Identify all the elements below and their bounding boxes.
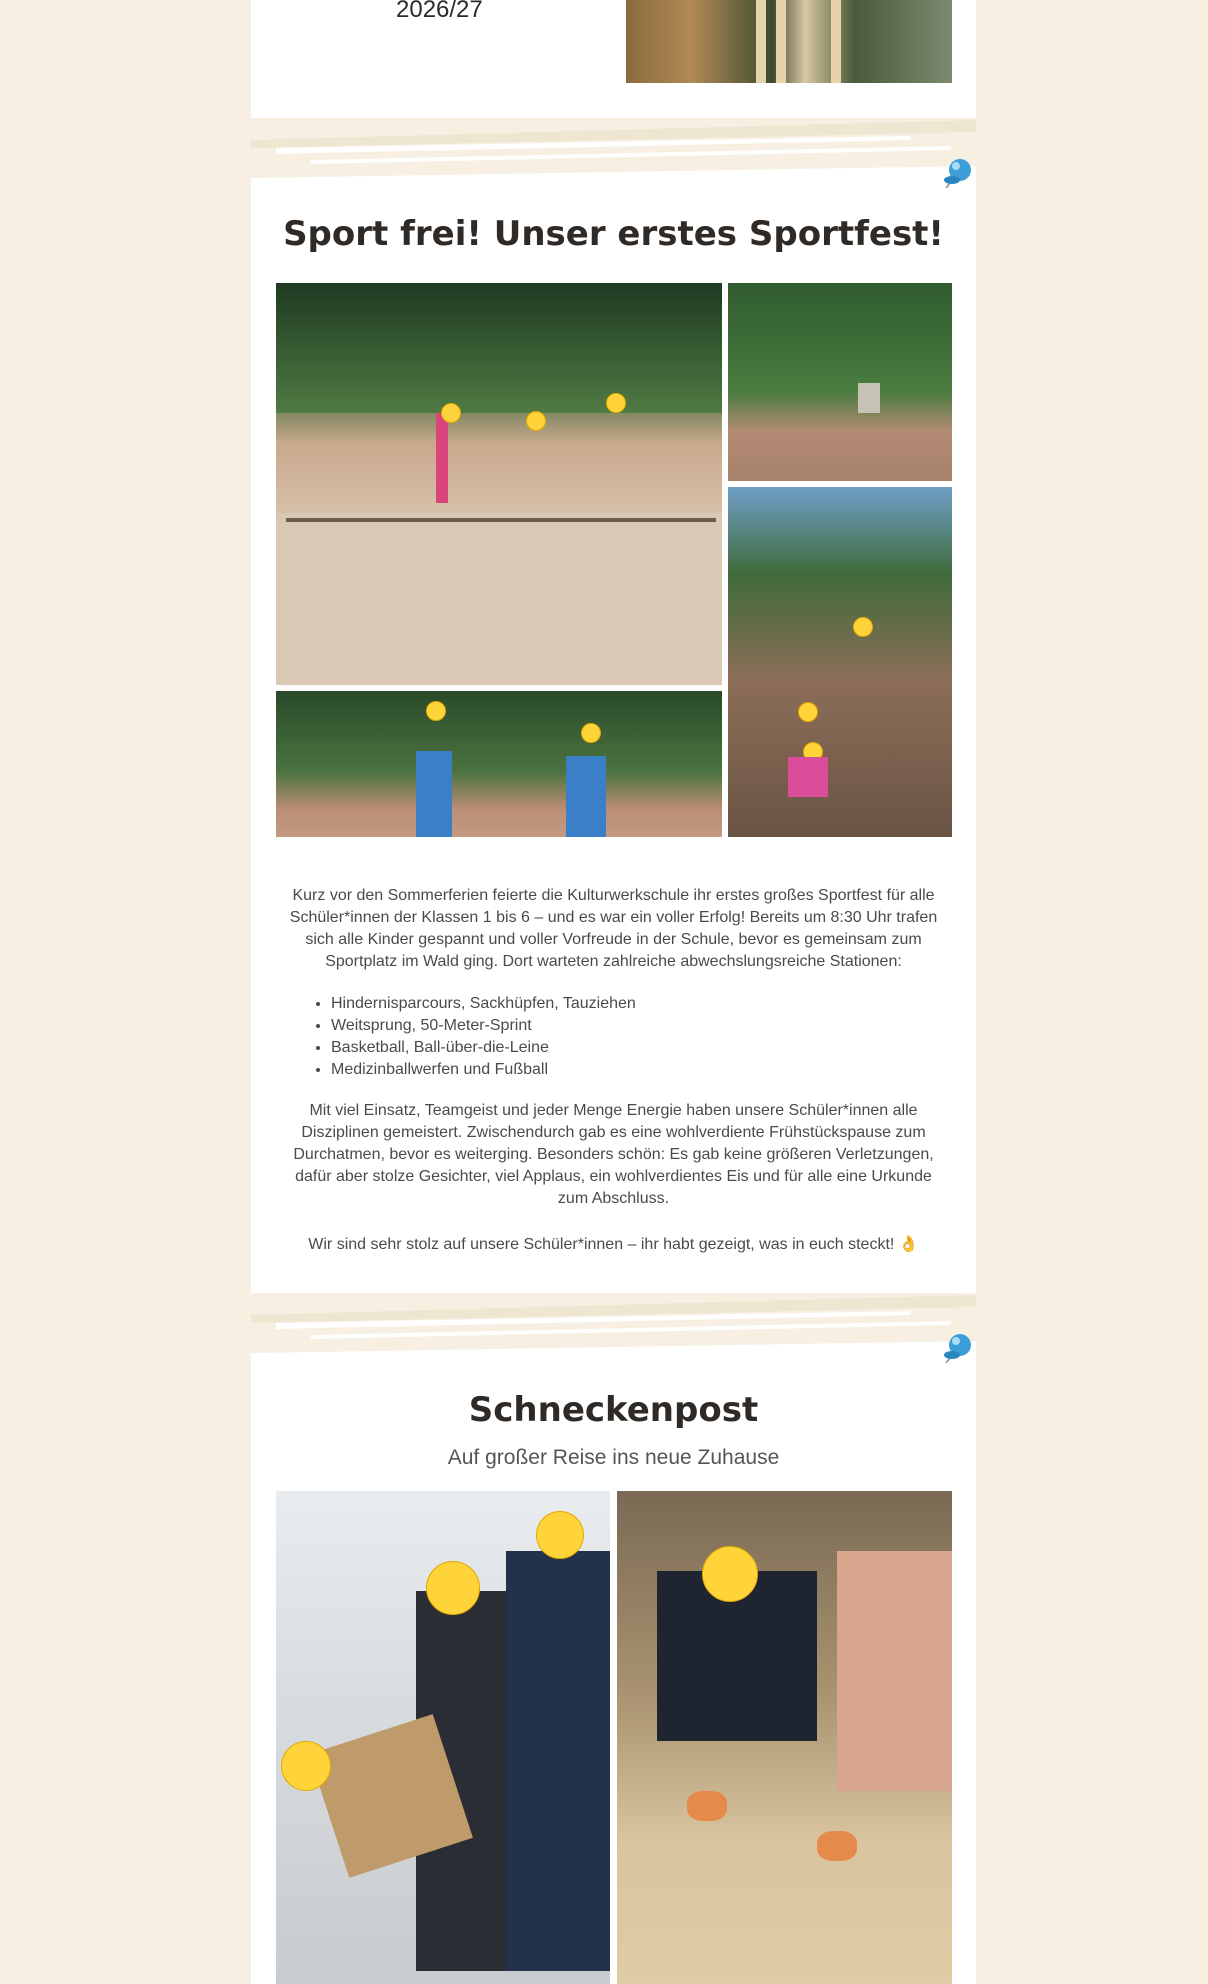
torn-paper-divider xyxy=(251,1293,976,1365)
workshop-photo xyxy=(626,0,952,83)
sport-photo-hurdles xyxy=(276,283,722,685)
article-title: Schneckenpost xyxy=(468,1390,759,1430)
list-item: • Basketball, Ball-über-die-Leine xyxy=(331,1037,946,1059)
article-closing-text: Wir sind sehr stolz auf unsere Schüler*innen – ihr habt gezeigt, was in euch steckt! 👌 xyxy=(308,1236,919,1253)
article-title: Sport frei! Unser erstes Sportfest! xyxy=(283,214,944,254)
article-card-top xyxy=(251,0,976,125)
list-item: • Weitsprung, 50-Meter-Sprint xyxy=(331,1015,946,1037)
school-year-text: 2026/27 xyxy=(396,0,483,23)
sport-photo-break xyxy=(728,487,952,837)
article-subtitle: Auf großer Reise ins neue Zuhause xyxy=(447,1446,780,1469)
list-item: • Hindernisparcours, Sackhüpfen, Tauziehen xyxy=(331,993,946,1015)
sport-photo-field xyxy=(728,283,952,481)
stations-list xyxy=(281,993,946,1081)
article-summary-text: Mit viel Einsatz, Teamgeist und jeder Menge Energie haben unsere Schüler*innen alle Disziplinen gemeistert. Zwischendurch gab es eine wohlverdiente Frühstückspause zum Durchatmen, bevor es weiterging. Besonders schön: Es gab keine größeren Verletzungen, dafür aber stolze Gesichter, viel Applaus, ein wohlverdientes Eis und für alle eine Urkunde zum Abschluss. xyxy=(293,1102,934,1207)
sport-photo-sack-race xyxy=(276,691,722,837)
article-intro-text: Kurz vor den Sommerferien feierte die Kulturwerkschule ihr erstes großes Sportfest für alle Schüler*innen der Klassen 1 bis 6 – und es war ein voller Erfolg! Bereits um 8:30 Uhr trafen sich alle Kinder gespannt und voller Vorfreude in der Schule, bevor es gemeinsam zum Sportplatz im Wald ging. Dort warteten zahlreiche abwechslungsreiche Stationen: xyxy=(289,887,938,970)
article-card-sportfest xyxy=(251,188,976,1299)
article-card-schneckenpost xyxy=(251,1363,976,1984)
list-item: • Medizinballwerfen und Fußball xyxy=(331,1059,946,1081)
snail-photo-package xyxy=(276,1491,610,1984)
snail-photo-table xyxy=(617,1491,952,1984)
torn-paper-divider xyxy=(251,118,976,190)
